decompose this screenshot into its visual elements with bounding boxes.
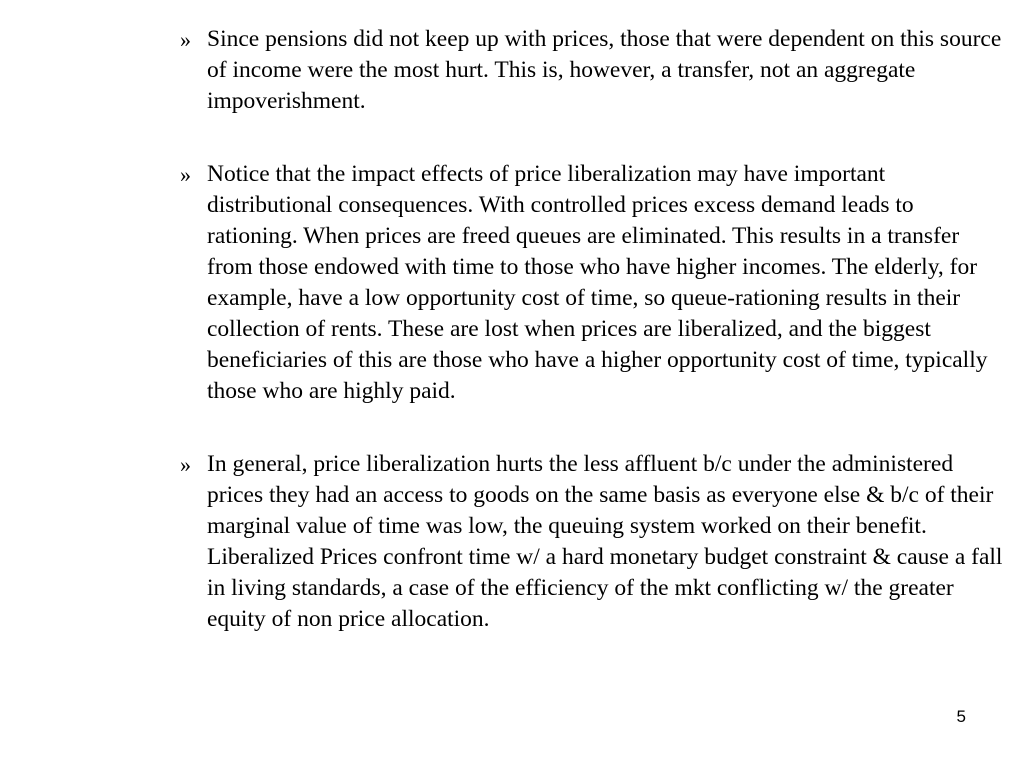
- bullet-text: In general, price liberalization hurts the less affluent b/c under the administered prices they had an access to goods on the same basis as everyone else & b/c of their marginal value of time was low, the queuing system worked on their benefit. Liberalized Prices confront time w/ a hard monetary budget constraint & cause a fall in living standards, a case of the efficiency of the mkt conflicting w/ the greater equity of non price allocation.: [207, 451, 1003, 632]
- bullet-text: Since pensions did not keep up with prices, those that were dependent on this source of income were the most hurt. This is, however, a transfer, not an aggregate impoverishment.: [207, 26, 1002, 114]
- page-number: 5: [956, 707, 966, 726]
- list-item: [180, 159, 1010, 407]
- list-item: [180, 24, 1010, 117]
- bullet-marker: »: [180, 27, 191, 52]
- bullet-list: [180, 24, 1010, 677]
- bullet-marker: »: [180, 452, 191, 477]
- bullet-text: Notice that the impact effects of price liberalization may have important distributional consequences. With controlled prices excess demand leads to rationing. When prices are freed queues are eliminated. This results in a transfer from those endowed with time to those who have higher incomes. The elderly, for example, have a low opportunity cost of time, so queue-rationing results in their collection of rents. These are lost when prices are liberalized, and the biggest beneficiaries of this are those who have a higher opportunity cost of time, typically those who are highly paid.: [207, 161, 988, 404]
- bullet-marker: »: [180, 162, 191, 187]
- list-item: [180, 449, 1010, 635]
